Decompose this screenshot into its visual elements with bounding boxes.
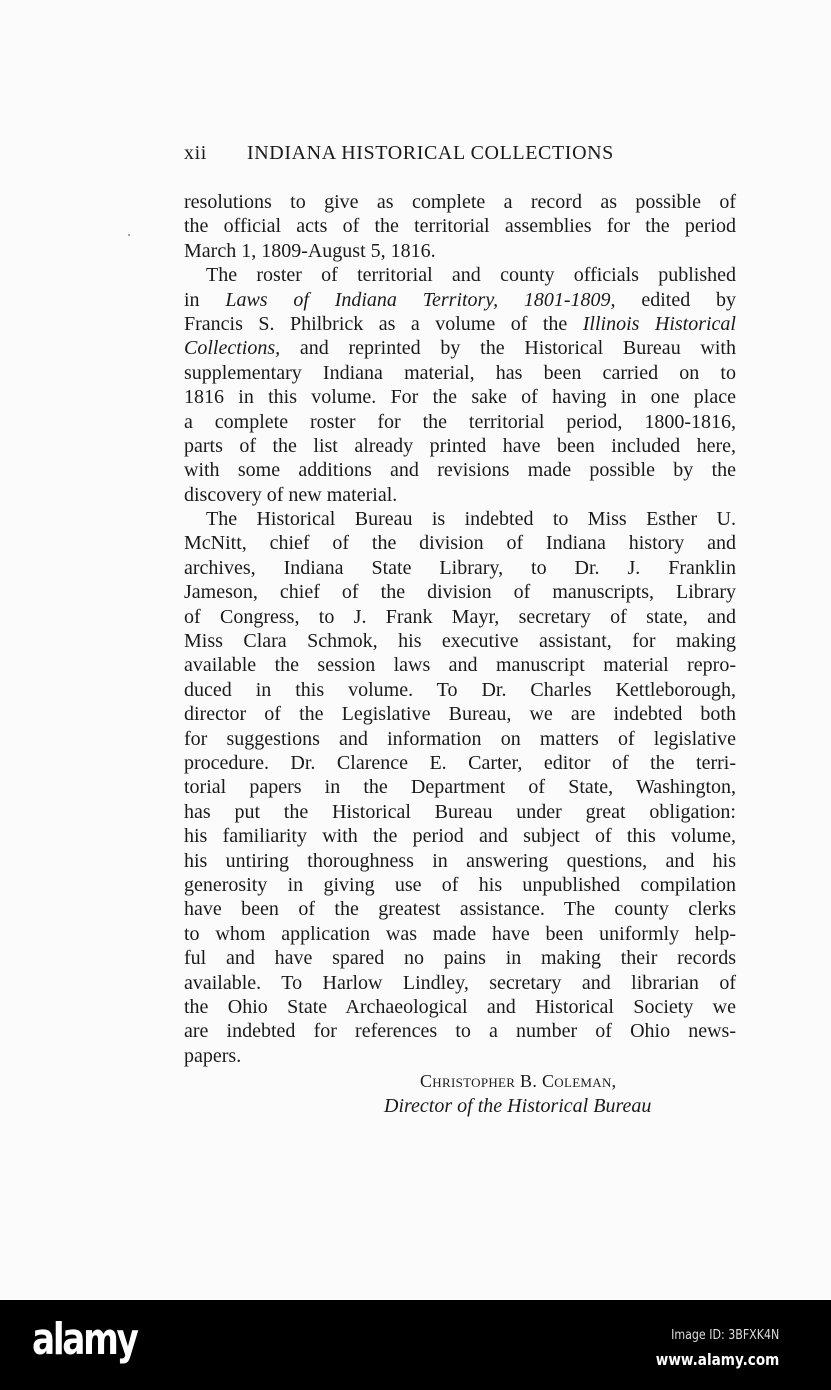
text-segment: Jameson, chief of the division of manuscripts, Library (184, 581, 736, 604)
text-segment: available the session laws and manuscript material repro- (184, 654, 736, 677)
text-segment: Miss Clara Schmok, his executive assistant, for making (184, 630, 736, 653)
text-line (184, 946, 736, 970)
text-segment: director of the Legislative Bureau, we are indebted both (184, 703, 736, 726)
text-segment: McNitt, chief of the division of Indiana history and (184, 532, 736, 555)
text-line (184, 873, 736, 897)
text-segment: in (184, 288, 226, 311)
text-segment: March 1, 1809-August 5, 1816. (184, 239, 436, 262)
text-line (184, 727, 736, 751)
scan-speck (128, 234, 130, 236)
text-segment: The roster of territorial and county officials published (206, 264, 736, 287)
text-line (184, 458, 736, 482)
text-line (184, 531, 736, 555)
text-line (184, 849, 736, 873)
text-segment: his familiarity with the period and subject of this volume, (184, 825, 736, 848)
text-segment: and reprinted by the Historical Bureau with (280, 337, 736, 360)
text-segment: The Historical Bureau is indebted to Miss Esther U. (206, 508, 736, 531)
text-line (184, 1019, 736, 1043)
text-segment: of Congress, to J. Frank Mayr, secretary of state, and (184, 605, 736, 628)
text-segment: resolutions to give as complete a record as possible of (184, 191, 736, 213)
text-segment: for suggestions and information on matters of legislative (184, 727, 736, 750)
text-segment: discovery of new material. (184, 483, 398, 506)
running-title: INDIANA HISTORICAL COLLECTIONS (247, 142, 614, 164)
text-segment: edited by (615, 288, 736, 311)
italic-title: Collections, (184, 337, 281, 360)
text-line (184, 556, 736, 580)
text-line (184, 751, 736, 775)
text-line (184, 897, 736, 921)
text-line (184, 361, 736, 385)
text-line (184, 995, 736, 1019)
text-line (184, 214, 736, 238)
text-segment: 1816 in this volume. For the sake of having in one place (184, 386, 736, 409)
text-line (184, 1044, 736, 1068)
text-segment: a complete roster for the territorial period, 1800-1816, (184, 410, 736, 433)
text-segment: with some additions and revisions made possible by the (184, 459, 736, 482)
text-segment: generosity in giving use of his unpublished compilation (184, 873, 736, 896)
italic-title: Laws of Indiana Territory, 1801-1809, (225, 288, 616, 311)
text-line (184, 507, 736, 531)
signature-name: Christopher B. Coleman, (420, 1071, 617, 1091)
text-segment: supplementary Indiana material, has been carried on to (184, 361, 736, 384)
text-segment: archives, Indiana State Library, to Dr. J. Franklin (184, 556, 736, 579)
text-line (184, 605, 736, 629)
body-text (184, 190, 736, 1068)
site-url: www.alamy.com (655, 1350, 779, 1369)
text-segment: parts of the list already printed have been included here, (184, 434, 736, 457)
text-line (184, 775, 736, 799)
text-line (184, 190, 736, 214)
text-segment: available. To Harlow Lindley, secretary and librarian of (184, 971, 736, 994)
text-segment: are indebted for references to a number of Ohio news- (184, 1020, 736, 1043)
text-line (184, 702, 736, 726)
text-line (184, 800, 736, 824)
page-number: xii (184, 142, 207, 164)
text-segment: the Ohio State Archaeological and Historical Society we (184, 995, 736, 1018)
watermark-bar (0, 1300, 831, 1390)
signature-title: Director of the Historical Bureau (384, 1095, 652, 1117)
text-segment: duced in this volume. To Dr. Charles Kettleborough, (184, 678, 736, 701)
text-line (184, 971, 736, 995)
text-line (184, 263, 736, 287)
text-line (184, 922, 736, 946)
text-segment: have been of the greatest assistance. The county clerks (184, 898, 736, 921)
alamy-logo: alamy (32, 1314, 137, 1365)
text-line (184, 239, 736, 263)
text-segment: procedure. Dr. Clarence E. Carter, editor of the terri- (184, 751, 736, 774)
text-line (184, 385, 736, 409)
text-line (184, 288, 736, 312)
text-line (184, 483, 736, 507)
text-line (184, 434, 736, 458)
text-segment: papers. (184, 1044, 242, 1067)
text-line (184, 653, 736, 677)
text-line (184, 312, 736, 336)
italic-title: Illinois Historical (582, 312, 736, 335)
text-segment: has put the Historical Bureau under great obligation: (184, 800, 736, 823)
text-segment: to whom application was made have been uniformly help- (184, 922, 736, 945)
text-segment: the official acts of the territorial assemblies for the period (184, 215, 736, 238)
text-segment: his untiring thoroughness in answering questions, and his (184, 849, 736, 872)
text-line (184, 629, 736, 653)
running-header (184, 142, 674, 165)
text-line (184, 410, 736, 434)
text-line (184, 824, 736, 848)
text-line (184, 678, 736, 702)
text-segment: Francis S. Philbrick as a volume of the (184, 312, 583, 335)
text-line (184, 336, 736, 360)
image-id: Image ID: 3BFXK4N (670, 1328, 779, 1343)
text-segment: torial papers in the Department of State, Washington, (184, 776, 736, 799)
text-line (184, 580, 736, 604)
text-segment: ful and have spared no pains in making their records (184, 947, 736, 970)
